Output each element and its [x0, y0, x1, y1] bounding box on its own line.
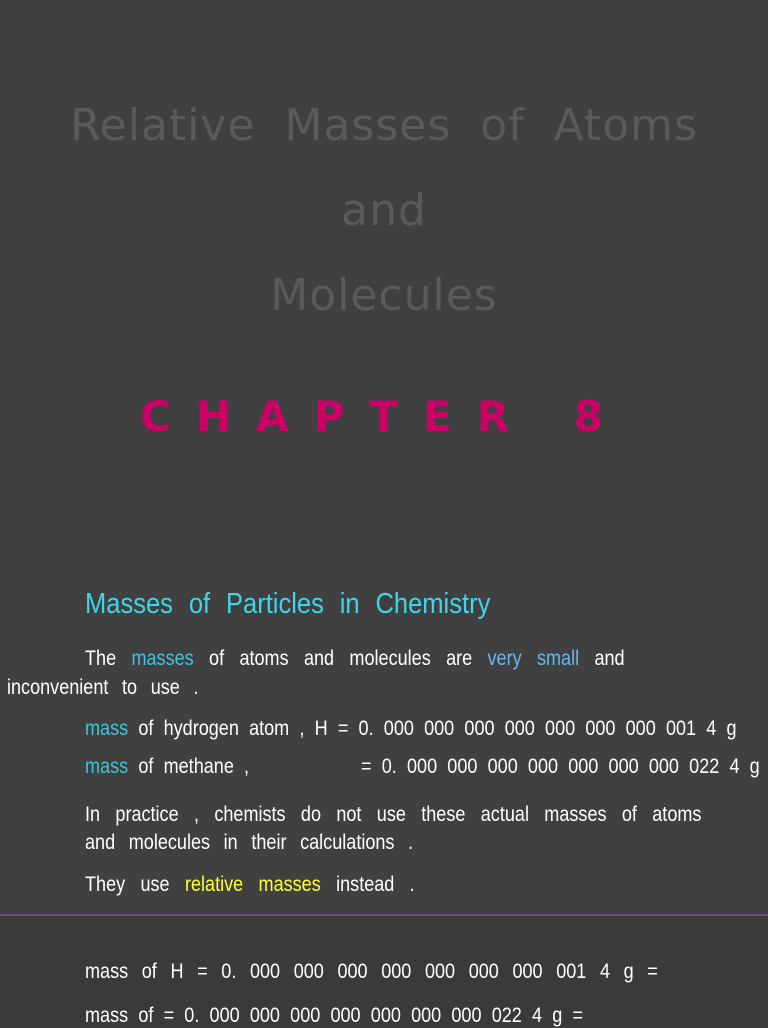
keyword-relative: relative: [184, 873, 244, 896]
relative-text: They use: [85, 873, 170, 896]
relative-text: instead .: [336, 873, 415, 896]
keyword-masses: masses: [131, 647, 194, 670]
title-line-1: Relative Masses of Atoms: [70, 100, 698, 151]
section-heading: Masses of Particles in Chemistry: [85, 588, 491, 620]
mass-methane-text: of methane , = 0. 000 000 000 000 000 000 000 022 4 g: [138, 755, 760, 778]
intro-text: and: [594, 647, 625, 670]
keyword-masses-yellow: masses: [258, 873, 321, 896]
keyword-mass: mass: [85, 755, 129, 778]
mass-methane-line: [85, 755, 760, 779]
title-line-3: Molecules: [270, 270, 498, 321]
slide2-line-2: mass of = 0. 000 000 000 000 000 000 000 022 4 g =: [85, 1004, 584, 1027]
intro-text: of atoms and molecules are: [209, 647, 473, 670]
title-line-2: and: [341, 185, 427, 236]
mass-hydrogen-text: of hydrogen atom , H = 0. 000 000 000 000 000 000 000 001 4 g: [138, 717, 737, 740]
intro-line-2: inconvenient to use .: [7, 676, 199, 699]
mass-hydrogen-line: [85, 717, 737, 741]
intro-text: The: [85, 647, 117, 670]
keyword-mass: mass: [85, 717, 129, 740]
slide2-line-1: mass of H = 0. 000 000 000 000 000 000 000 001 4 g =: [85, 960, 658, 983]
chapter-label: CHAPTER 8: [140, 392, 628, 441]
practice-line-2: and molecules in their calculations .: [85, 831, 414, 854]
keyword-very-small: very small: [487, 647, 580, 670]
relative-line: [85, 873, 415, 897]
slide-2: [0, 916, 768, 1027]
practice-line-1: In practice , chemists do not use these actual masses of atoms: [85, 803, 702, 826]
intro-line-1: [85, 647, 625, 671]
